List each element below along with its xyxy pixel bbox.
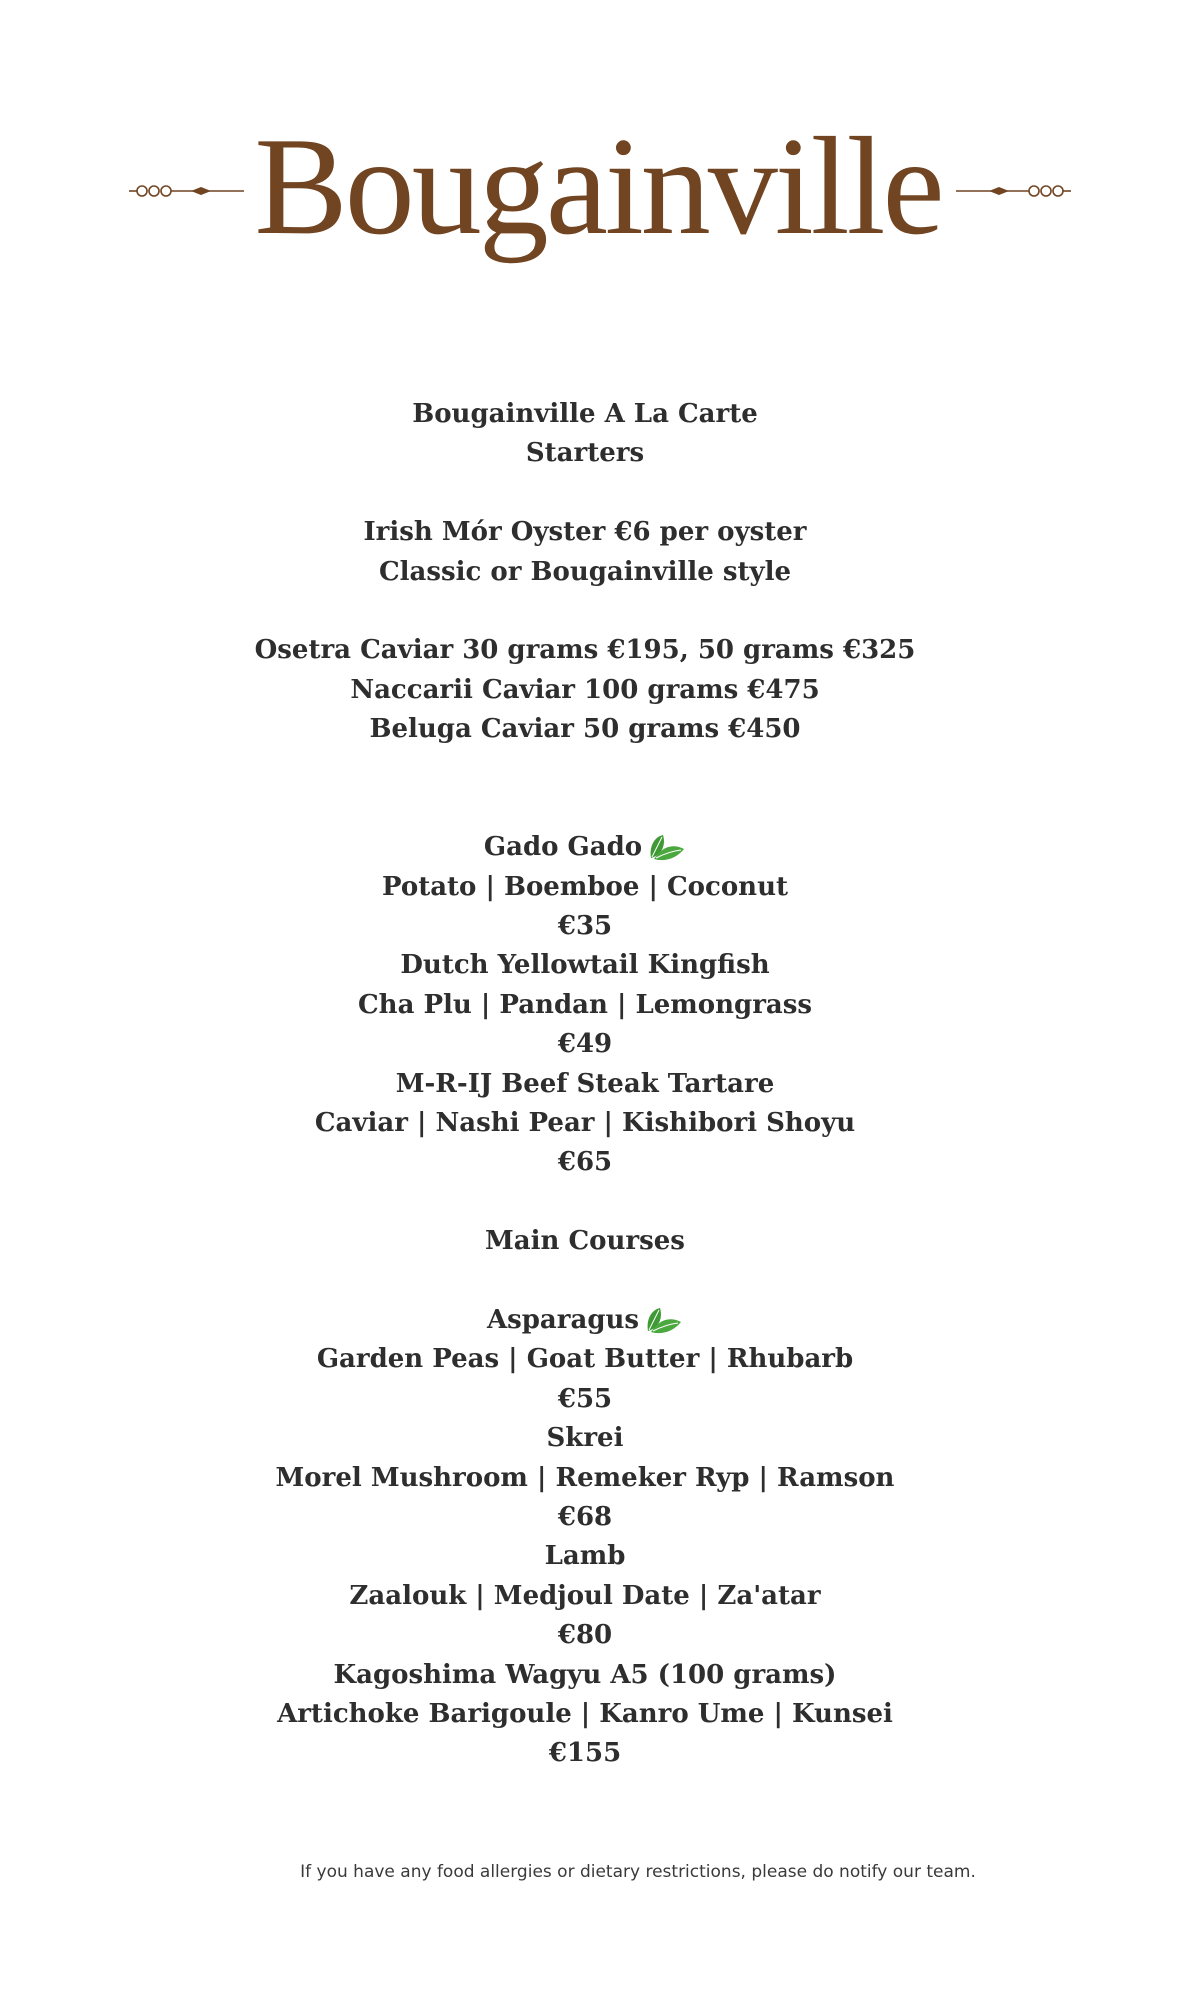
logo-wordmark: Bougainville bbox=[254, 109, 942, 264]
dish-name: M-R-IJ Beef Steak Tartare bbox=[395, 1068, 775, 1099]
dish-description: Caviar | Nashi Pear | Kishibori Shoyu bbox=[314, 1108, 856, 1139]
oyster-item: Irish Mór Oyster €6 per oyster bbox=[363, 517, 807, 548]
dish-description: Artichoke Barigoule | Kanro Ume | Kunsei bbox=[277, 1698, 893, 1729]
dish-description: Potato | Boemboe | Coconut bbox=[382, 871, 788, 902]
right-ornament-icon bbox=[956, 181, 1071, 201]
allergy-notice: If you have any food allergies or dietary restrictions, please do notify our team. bbox=[300, 1862, 976, 1882]
restaurant-logo bbox=[0, 109, 1200, 264]
dish-name: Skrei bbox=[546, 1423, 624, 1454]
dish-description: Garden Peas | Goat Butter | Rhubarb bbox=[316, 1344, 854, 1375]
leaf-icon bbox=[648, 833, 686, 861]
dish-name bbox=[0, 828, 1170, 867]
dish-description: Cha Plu | Pandan | Lemongrass bbox=[357, 989, 813, 1020]
menu-title: Bougainville A La Carte bbox=[412, 399, 758, 429]
dish-price: €68 bbox=[557, 1501, 613, 1532]
dish-price: €49 bbox=[557, 1029, 613, 1060]
caviar-item: Osetra Caviar 30 grams €195, 50 grams €325 bbox=[254, 635, 916, 666]
dish-price: €80 bbox=[557, 1620, 613, 1651]
oyster-style: Classic or Bougainville style bbox=[378, 556, 792, 587]
section-heading-main-courses: Main Courses bbox=[485, 1226, 685, 1257]
dish-name-text: Asparagus bbox=[486, 1305, 640, 1335]
dish-name: Lamb bbox=[544, 1541, 626, 1572]
menu-content bbox=[0, 395, 1170, 1774]
dish-description: Zaalouk | Medjoul Date | Za'atar bbox=[349, 1580, 821, 1611]
left-ornament-icon bbox=[129, 181, 244, 201]
caviar-item: Naccarii Caviar 100 grams €475 bbox=[350, 674, 820, 705]
dish-price: €65 bbox=[557, 1147, 613, 1178]
caviar-item: Beluga Caviar 50 grams €450 bbox=[369, 714, 801, 745]
leaf-icon bbox=[645, 1306, 683, 1334]
dish-price: €155 bbox=[548, 1738, 622, 1769]
dish-description: Morel Mushroom | Remeker Ryp | Ramson bbox=[275, 1462, 895, 1493]
dish-name: Kagoshima Wagyu A5 (100 grams) bbox=[333, 1659, 837, 1690]
section-heading-starters: Starters bbox=[525, 438, 645, 469]
dish-name-text: Gado Gado bbox=[483, 832, 643, 863]
dish-price: €35 bbox=[557, 911, 613, 942]
dish-price: €55 bbox=[557, 1383, 613, 1414]
dish-name: Dutch Yellowtail Kingfish bbox=[400, 950, 770, 981]
dish-name bbox=[0, 1301, 1170, 1340]
